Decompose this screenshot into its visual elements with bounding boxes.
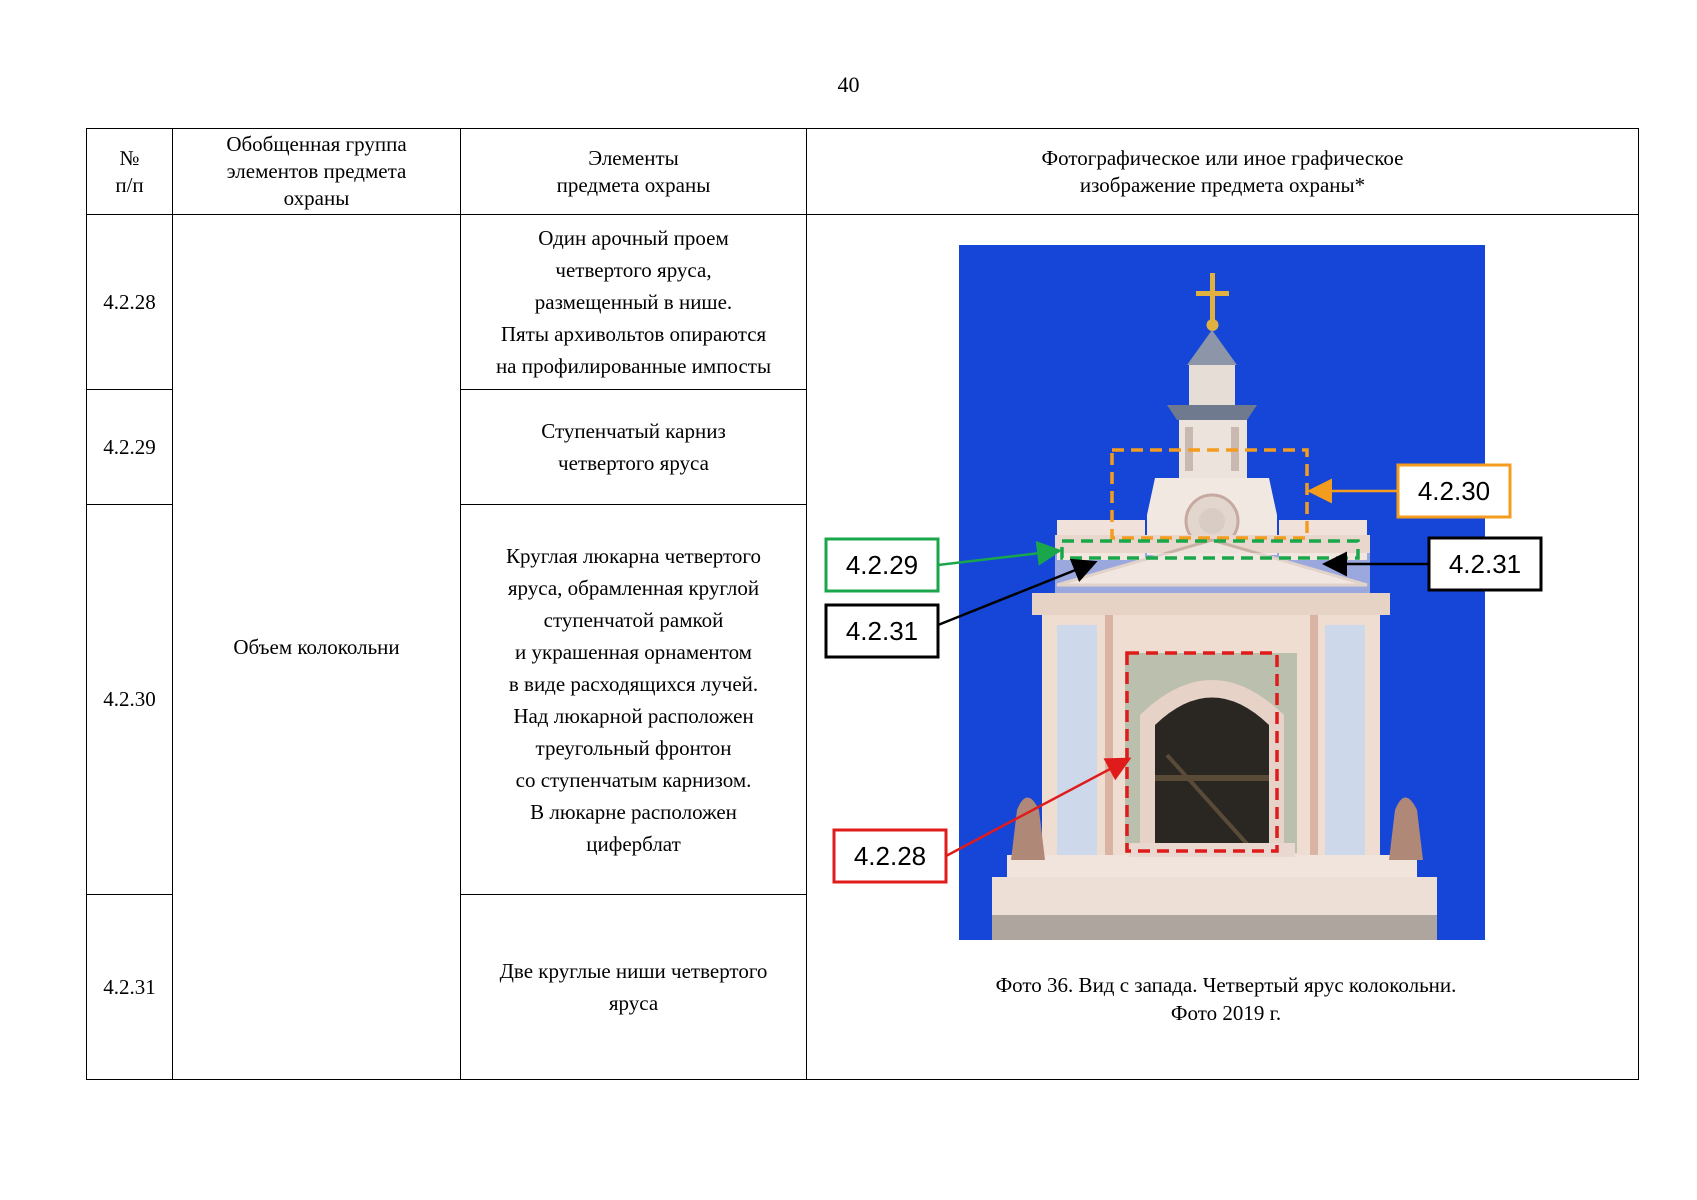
photo-caption: Фото 36. Вид с запада. Четвертый ярус колокольни. Фото 2019 г. xyxy=(995,973,1457,1025)
callout-label: 4.2.28 xyxy=(853,841,927,871)
table-row xyxy=(87,215,1639,390)
element-description: Круглая люкарна четвертого яруса, обрамленная круглой ступенчатой рамкой и украшенная орнаментом в виде расходящихся лучей. Над люкарной расположен треугольный фронтон со ступенчатым карнизом. В люкарне расположен циферблат xyxy=(461,505,807,895)
header-elements: Элементы предмета охраны xyxy=(461,129,807,215)
table-header-row xyxy=(87,129,1639,215)
row-number: 4.2.28 xyxy=(87,215,173,390)
photo-image xyxy=(959,245,1485,940)
header-num: № п/п xyxy=(87,129,173,215)
bell-tower-photo xyxy=(807,215,1645,1075)
photo-cell xyxy=(807,215,1639,1080)
row-number: 4.2.29 xyxy=(87,390,173,505)
row-number: 4.2.31 xyxy=(87,895,173,1080)
callout-label: 4.2.30 xyxy=(1417,476,1491,506)
callout-label: 4.2.29 xyxy=(845,550,919,580)
row-number: 4.2.30 xyxy=(87,505,173,895)
group-cell: Объем колокольни xyxy=(173,215,461,1080)
element-description: Две круглые ниши четвертого яруса xyxy=(461,895,807,1080)
element-description: Ступенчатый карниз четвертого яруса xyxy=(461,390,807,505)
page-number: 40 xyxy=(837,72,860,97)
callout-label: 4.2.31 xyxy=(845,616,919,646)
element-description: Один арочный проем четвертого яруса, размещенный в нише. Пяты архивольтов опираются на профилированные импосты xyxy=(461,215,807,390)
header-group: Обобщенная группа элементов предмета охраны xyxy=(173,129,461,215)
photo-figure xyxy=(807,215,1645,1075)
protection-table xyxy=(86,128,1639,1080)
header-photo: Фотографическое или иное графическое изображение предмета охраны* xyxy=(807,129,1639,215)
callout-label: 4.2.31 xyxy=(1448,549,1522,579)
